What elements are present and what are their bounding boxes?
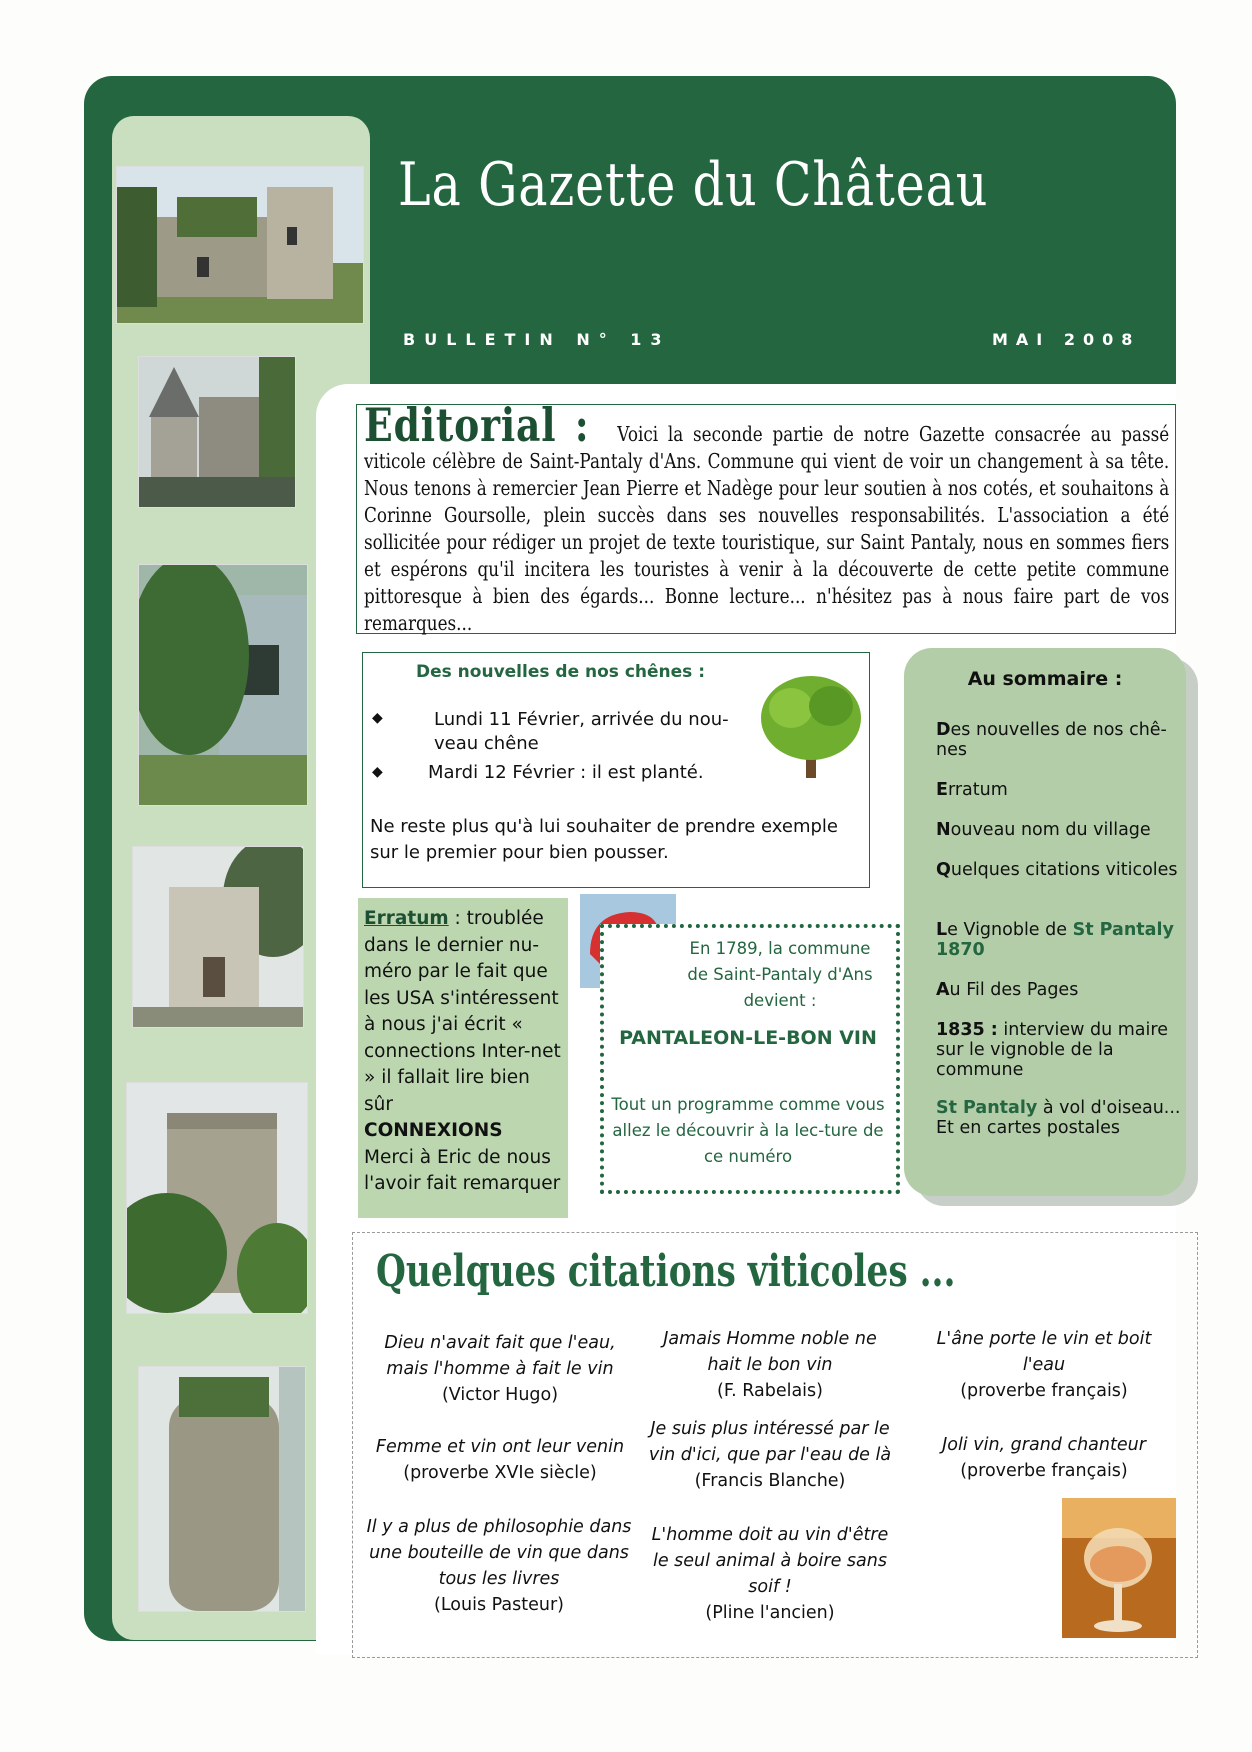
quote: Joli vin, grand chanteur (proverbe français) [942,1435,1146,1481]
quote: Dieu n'avait fait que l'eau, mais l'homme à fait le vin (Victor Hugo) [384,1333,616,1405]
pantaleon-name: PANTALEON-LE-BON VIN [619,1027,877,1049]
castle-photo-1 [116,166,364,324]
castle-photo-4 [132,846,304,1028]
sommaire-item: Quelques citations viticoles [936,860,1178,880]
quote: L'âne porte le vin et boit l'eau (proverbe français) [936,1329,1152,1401]
editorial-heading: Editorial : [364,398,590,452]
quote: Jamais Homme noble ne hait le bon vin (F. Rabelais) [663,1329,877,1401]
castle-photo-5 [126,1082,308,1314]
sommaire-item: St Pantaly à vol d'oiseau... Et en cartes postales [936,1098,1181,1138]
citations-title: Quelques citations viticoles ... [376,1246,956,1297]
castle-photo-6 [138,1366,306,1612]
chenes-item-1: ◆ Lundi 11 Février, arrivée du nou- veau chêne [372,709,729,754]
castle-photo-3 [138,564,308,806]
editorial-body: Voici la seconde partie de notre Gazette consacrée au passé viticole célèbre de Saint-Pantaly d'Ans. Commune qui vient de voir un changement à sa tête. Nous tenons à remercier Jean Pierre et Nadège pour leur soutien à nos cotés, et souhaitons à Corinne Goursolle, plein succès dans ses nouvelles responsabilités. L'association a été sollicitée pour rédiger un projet de texte touristique, sur Saint Pantaly, nous en sommes fiers et espérons qu'il incitera les touristes à venir à la découverte de cette petite commune pittoresque à bien des égards... Bonne lecture... n'hésitez pas à nous faire part de vos remarques... [364,422,1170,635]
pantaleon-outro: Tout un programme comme vous allez le découvrir à la lec-ture de ce numéro [611,1095,885,1166]
sommaire-item: Des nouvelles de nos chê-nes [936,720,1167,760]
quote: L'homme doit au vin d'être le seul animal à boire sans soif ! (Pline l'ancien) [651,1525,889,1623]
quote: Je suis plus intéressé par le vin d'ici, que par l'eau de là (Francis Blanche) [648,1419,892,1491]
wine-glass-photo [1062,1498,1176,1638]
page-title: La Gazette du Château [398,150,989,220]
quote: Femme et vin ont leur venin (proverbe XVIe siècle) [375,1437,625,1483]
erratum-text: Erratum : troublée dans le dernier nu-méro par le fait que les USA s'intéressent à nous j'ai écrit « connections Inter-net » il fallait lire bien sûr CONNEXIONS Merci à Eric de nous l'avoir fait remarquer [364,908,561,1194]
editorial-text [364,398,1170,637]
chenes-conclusion: Ne reste plus qu'à lui souhaiter de prendre exemple sur le premier pour bien pousser. [370,816,838,863]
issue-date: MAI 2008 [992,330,1141,349]
quote: Il y a plus de philosophie dans une bouteille de vin que dans tous les livres (Louis Pasteur) [366,1517,632,1615]
castle-photo-2 [138,356,296,508]
sommaire-item: Erratum [936,780,1008,800]
pantaleon-intro: En 1789, la commune de Saint-Pantaly d'Ans devient : [687,939,873,1010]
erratum-heading: Erratum [364,908,449,929]
chenes-title: Des nouvelles de nos chênes : [416,662,706,682]
sommaire-item: Nouveau nom du village [936,820,1151,840]
erratum-correction: CONNEXIONS [364,1120,503,1141]
sommaire-item: 1835 : interview du maire sur le vignoble de la commune [936,1020,1168,1080]
sommaire-item: Au Fil des Pages [936,980,1079,1000]
sommaire-item: Le Vignoble de St Pantaly 1870 [936,920,1174,960]
oak-tree-icon [756,668,866,782]
chenes-item-2: ◆ Mardi 12 Février : il est planté. [372,762,704,783]
sommaire-title: Au sommaire : [967,668,1123,690]
bulletin-number: BULLETIN N° 13 [403,330,671,349]
